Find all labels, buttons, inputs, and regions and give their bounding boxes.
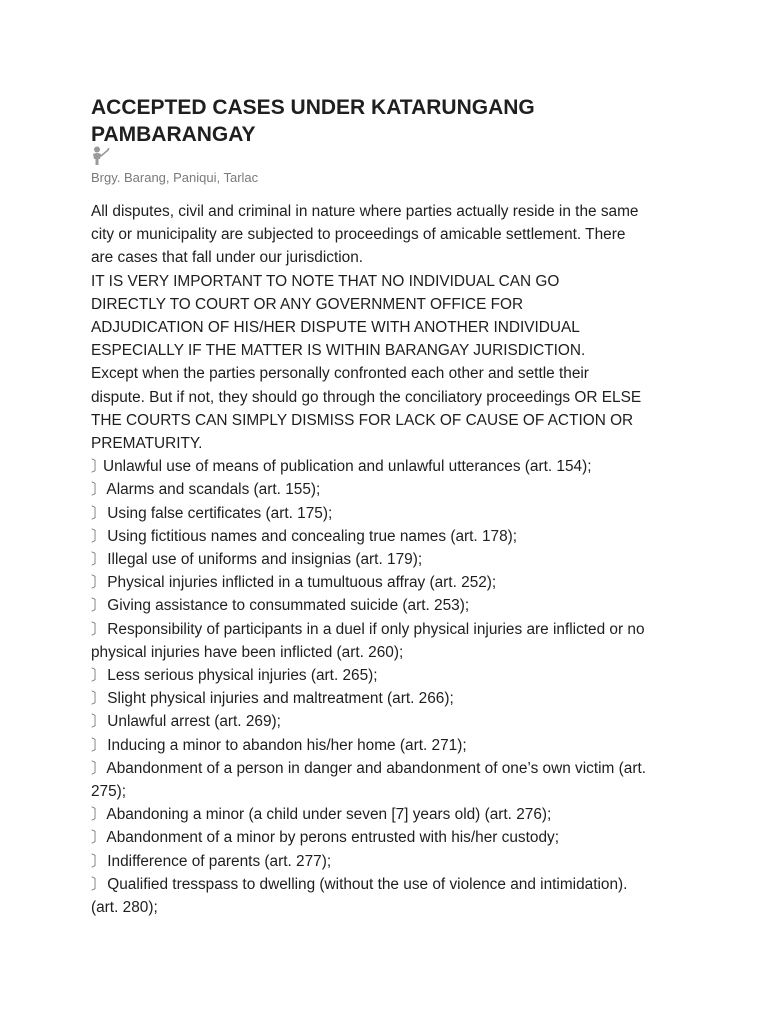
bracket-bullet-icon: 〕 xyxy=(91,458,107,476)
list-item-text: Unlawful use of means of publication and unlawful utterances (art. 154); xyxy=(103,458,592,476)
bracket-bullet-icon: 〕 xyxy=(91,620,107,638)
bracket-bullet-icon: 〕 xyxy=(91,759,107,777)
list-item xyxy=(91,525,691,548)
bracket-bullet-icon: 〕 xyxy=(91,736,107,754)
location-text: Brgy. Barang, Paniqui, Tarlac xyxy=(91,170,259,185)
list-item xyxy=(91,571,691,594)
intro-paragraph xyxy=(91,200,691,455)
intro-line: IT IS VERY IMPORTANT TO NOTE THAT NO INDIVIDUAL CAN GO xyxy=(91,272,560,290)
list-item-text: Inducing a minor to abandon his/her home (art. 271); xyxy=(103,736,467,754)
bracket-bullet-icon: 〕 xyxy=(91,852,107,870)
list-item xyxy=(91,850,691,873)
intro-line: DIRECTLY TO COURT OR ANY GOVERNMENT OFFICE FOR xyxy=(91,295,524,313)
intro-line: PREMATURITY. xyxy=(91,435,203,453)
intro-line: are cases that fall under our jurisdiction. xyxy=(91,249,364,267)
bracket-bullet-icon: 〕 xyxy=(91,527,107,545)
intro-line: Except when the parties personally confronted each other and settle their xyxy=(91,365,589,383)
list-item-text: Using false certificates (art. 175); xyxy=(103,504,333,522)
bracket-bullet-icon: 〕 xyxy=(91,597,107,615)
person-with-pen-icon xyxy=(90,146,112,166)
bracket-bullet-icon: 〕 xyxy=(91,481,107,499)
intro-line: All disputes, civil and criminal in nature where parties actually reside in the same xyxy=(91,203,639,220)
document-body xyxy=(91,200,691,919)
list-item-text: 275); xyxy=(91,783,127,801)
list-item-text: Less serious physical injuries (art. 265); xyxy=(103,667,378,685)
intro-line: city or municipality are subjected to proceedings of amicable settlement. There xyxy=(91,226,626,244)
list-item xyxy=(91,757,691,780)
bracket-bullet-icon: 〕 xyxy=(91,806,107,824)
list-item xyxy=(91,780,691,803)
list-item xyxy=(91,548,691,571)
bracket-bullet-icon: 〕 xyxy=(91,829,107,847)
list-item-text: Qualified tresspass to dwelling (without the use of violence and intimidation). xyxy=(103,875,628,893)
list-item-text: physical injuries have been inflicted (art. 260); xyxy=(91,643,404,661)
list-item xyxy=(91,641,691,664)
list-item-text: Responsibility of participants in a duel if only physical injuries are inflicted or no xyxy=(103,620,645,638)
list-item xyxy=(91,873,691,896)
list-item xyxy=(91,478,691,501)
bracket-bullet-icon: 〕 xyxy=(91,875,107,893)
bracket-bullet-icon: 〕 xyxy=(91,690,107,708)
case-list xyxy=(91,455,691,919)
title-line-2: PAMBARANGAY xyxy=(91,123,256,146)
list-item xyxy=(91,896,691,919)
intro-line: THE COURTS CAN SIMPLY DISMISS FOR LACK OF CAUSE OF ACTION OR xyxy=(91,411,634,429)
list-item-text: Illegal use of uniforms and insignias (art. 179); xyxy=(103,551,423,569)
list-item xyxy=(91,455,691,478)
list-item-text: Slight physical injuries and maltreatment (art. 266); xyxy=(103,690,454,708)
list-item xyxy=(91,594,691,617)
list-item xyxy=(91,502,691,525)
list-item-text: Using fictitious names and concealing true names (art. 178); xyxy=(103,527,518,545)
bracket-bullet-icon: 〕 xyxy=(91,667,107,685)
title-line-1: ACCEPTED CASES UNDER KATARUNGANG xyxy=(91,96,535,119)
list-item-text: Abandoning a minor (a child under seven [7] years old) (art. 276); xyxy=(103,806,552,824)
list-item-text: Giving assistance to consummated suicide (art. 253); xyxy=(103,597,470,615)
list-item-text: Abandonment of a person in danger and abandonment of one’s own victim (art. xyxy=(103,759,647,777)
list-item-text: Indifference of parents (art. 277); xyxy=(103,852,332,870)
list-item-text: Physical injuries inflicted in a tumultuous affray (art. 252); xyxy=(103,574,497,592)
list-item xyxy=(91,618,691,641)
list-item xyxy=(91,826,691,849)
intro-line: dispute. But if not, they should go through the conciliatory proceedings OR ELSE xyxy=(91,388,642,406)
intro-line: ESPECIALLY IF THE MATTER IS WITHIN BARANGAY JURISDICTION. xyxy=(91,342,586,360)
list-item xyxy=(91,710,691,733)
list-item-text: Unlawful arrest (art. 269); xyxy=(103,713,281,731)
list-item xyxy=(91,687,691,710)
intro-line: ADJUDICATION OF HIS/HER DISPUTE WITH ANOTHER INDIVIDUAL xyxy=(91,319,580,337)
list-item xyxy=(91,734,691,757)
list-item-text: Abandonment of a minor by perons entrusted with his/her custody; xyxy=(103,829,559,847)
list-item-text: Alarms and scandals (art. 155); xyxy=(103,481,321,499)
page-title xyxy=(91,94,691,148)
bracket-bullet-icon: 〕 xyxy=(91,504,107,522)
bracket-bullet-icon: 〕 xyxy=(91,713,107,731)
bracket-bullet-icon: 〕 xyxy=(91,574,107,592)
list-item-text: (art. 280); xyxy=(91,899,158,917)
bracket-bullet-icon: 〕 xyxy=(91,551,107,569)
list-item xyxy=(91,803,691,826)
list-item xyxy=(91,664,691,687)
